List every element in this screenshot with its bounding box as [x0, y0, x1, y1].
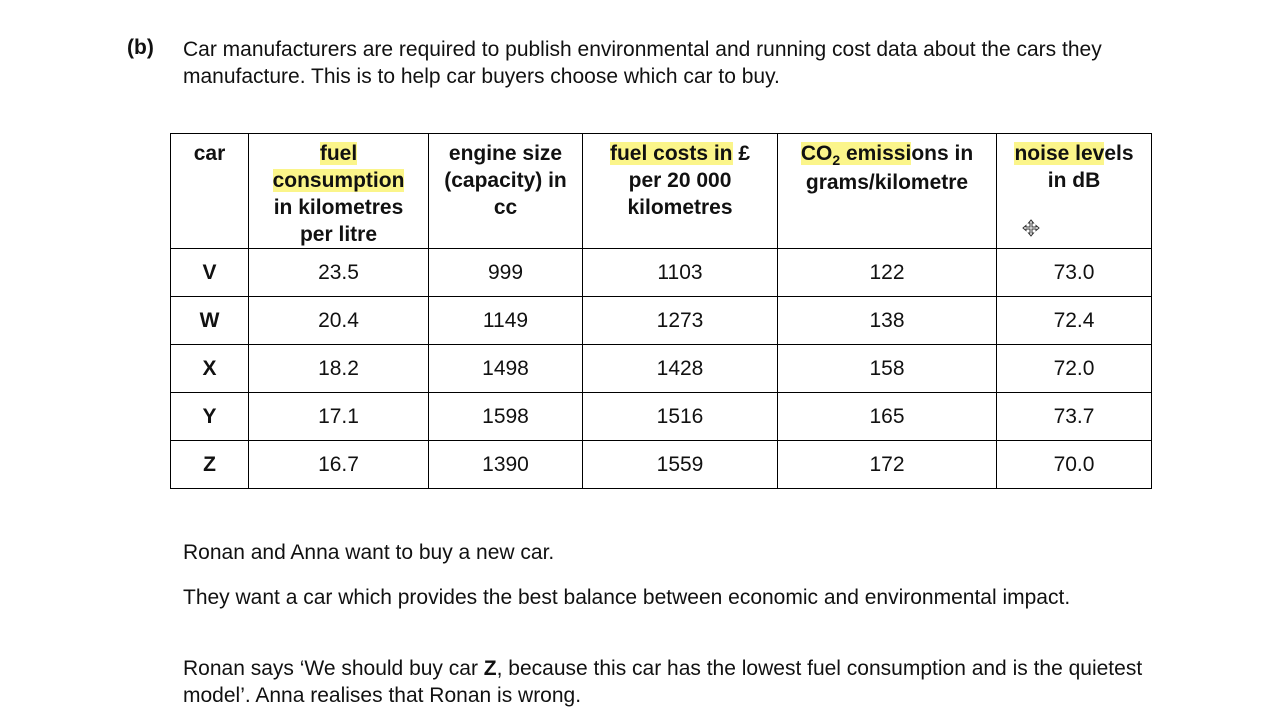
noise-cell: 72.4 — [997, 297, 1152, 345]
fuel-costs-cell: 1559 — [583, 441, 778, 489]
table-header-row — [171, 134, 1152, 249]
highlighted-text: consumption — [272, 169, 405, 192]
fuel-consumption-cell: 20.4 — [249, 297, 429, 345]
car-cell: Y — [171, 393, 249, 441]
highlighted-text: fuel — [319, 142, 358, 165]
highlighted-text: $CO_2$ emissi — [800, 142, 912, 168]
car-cell: V — [171, 249, 249, 297]
header-noise-levels: noise levels in dB — [997, 134, 1152, 249]
highlighted-text: noise lev — [1014, 142, 1105, 165]
question-intro: Car manufacturers are required to publish environmental and running cost data about the cars they manufacture. This is to help car buyers choose which car to buy. — [183, 38, 1102, 88]
noise-cell: 73.7 — [997, 393, 1152, 441]
engine-size-cell: 999 — [429, 249, 583, 297]
noise-cell: 73.0 — [997, 249, 1152, 297]
fuel-costs-cell: 1103 — [583, 249, 778, 297]
table-row — [171, 297, 1152, 345]
table-row — [171, 345, 1152, 393]
fuel-consumption-cell: 17.1 — [249, 393, 429, 441]
table-row — [171, 393, 1152, 441]
fuel-costs-cell: 1273 — [583, 297, 778, 345]
fuel-costs-cell: 1428 — [583, 345, 778, 393]
engine-size-cell: 1149 — [429, 297, 583, 345]
co2-cell: 122 — [778, 249, 997, 297]
header-fuel-costs: fuel costs in £ per 20 000 kilometres — [583, 134, 778, 249]
noise-cell: 70.0 — [997, 441, 1152, 489]
noise-cell: 72.0 — [997, 345, 1152, 393]
paragraph-requirement: They want a car which provides the best balance between economic and environmental impact. — [183, 586, 1071, 609]
paragraph-ronan-claim: Ronan says ‘We should buy car Z, because this car has the lowest fuel consumption and is the quietest model’. Anna realises that Ronan is wrong. — [183, 657, 1143, 707]
co2-cell: 138 — [778, 297, 997, 345]
co2-cell: 172 — [778, 441, 997, 489]
header-fuel-consumption: fuel consumption in kilometres per litre — [249, 134, 429, 249]
fuel-consumption-cell: 23.5 — [249, 249, 429, 297]
table-row — [171, 441, 1152, 489]
engine-size-cell: 1598 — [429, 393, 583, 441]
car-cell: Z — [171, 441, 249, 489]
engine-size-cell: 1390 — [429, 441, 583, 489]
header-car: car — [171, 134, 249, 249]
car-data-table — [170, 133, 1152, 489]
car-cell: W — [171, 297, 249, 345]
table-row — [171, 249, 1152, 297]
paragraph-buyers: Ronan and Anna want to buy a new car. — [183, 541, 555, 564]
fuel-consumption-cell: 18.2 — [249, 345, 429, 393]
co2-cell: 165 — [778, 393, 997, 441]
header-co2-emissions: $CO_2$ emissions in grams/kilometre — [778, 134, 997, 249]
highlighted-text: fuel costs in — [609, 142, 733, 165]
co2-cell: 158 — [778, 345, 997, 393]
fuel-consumption-cell: 16.7 — [249, 441, 429, 489]
header-engine-size: engine size (capacity) in cc — [429, 134, 583, 249]
fuel-costs-cell: 1516 — [583, 393, 778, 441]
question-label: (b) — [127, 36, 154, 59]
engine-size-cell: 1498 — [429, 345, 583, 393]
move-cursor-icon — [1022, 219, 1040, 237]
car-cell: X — [171, 345, 249, 393]
